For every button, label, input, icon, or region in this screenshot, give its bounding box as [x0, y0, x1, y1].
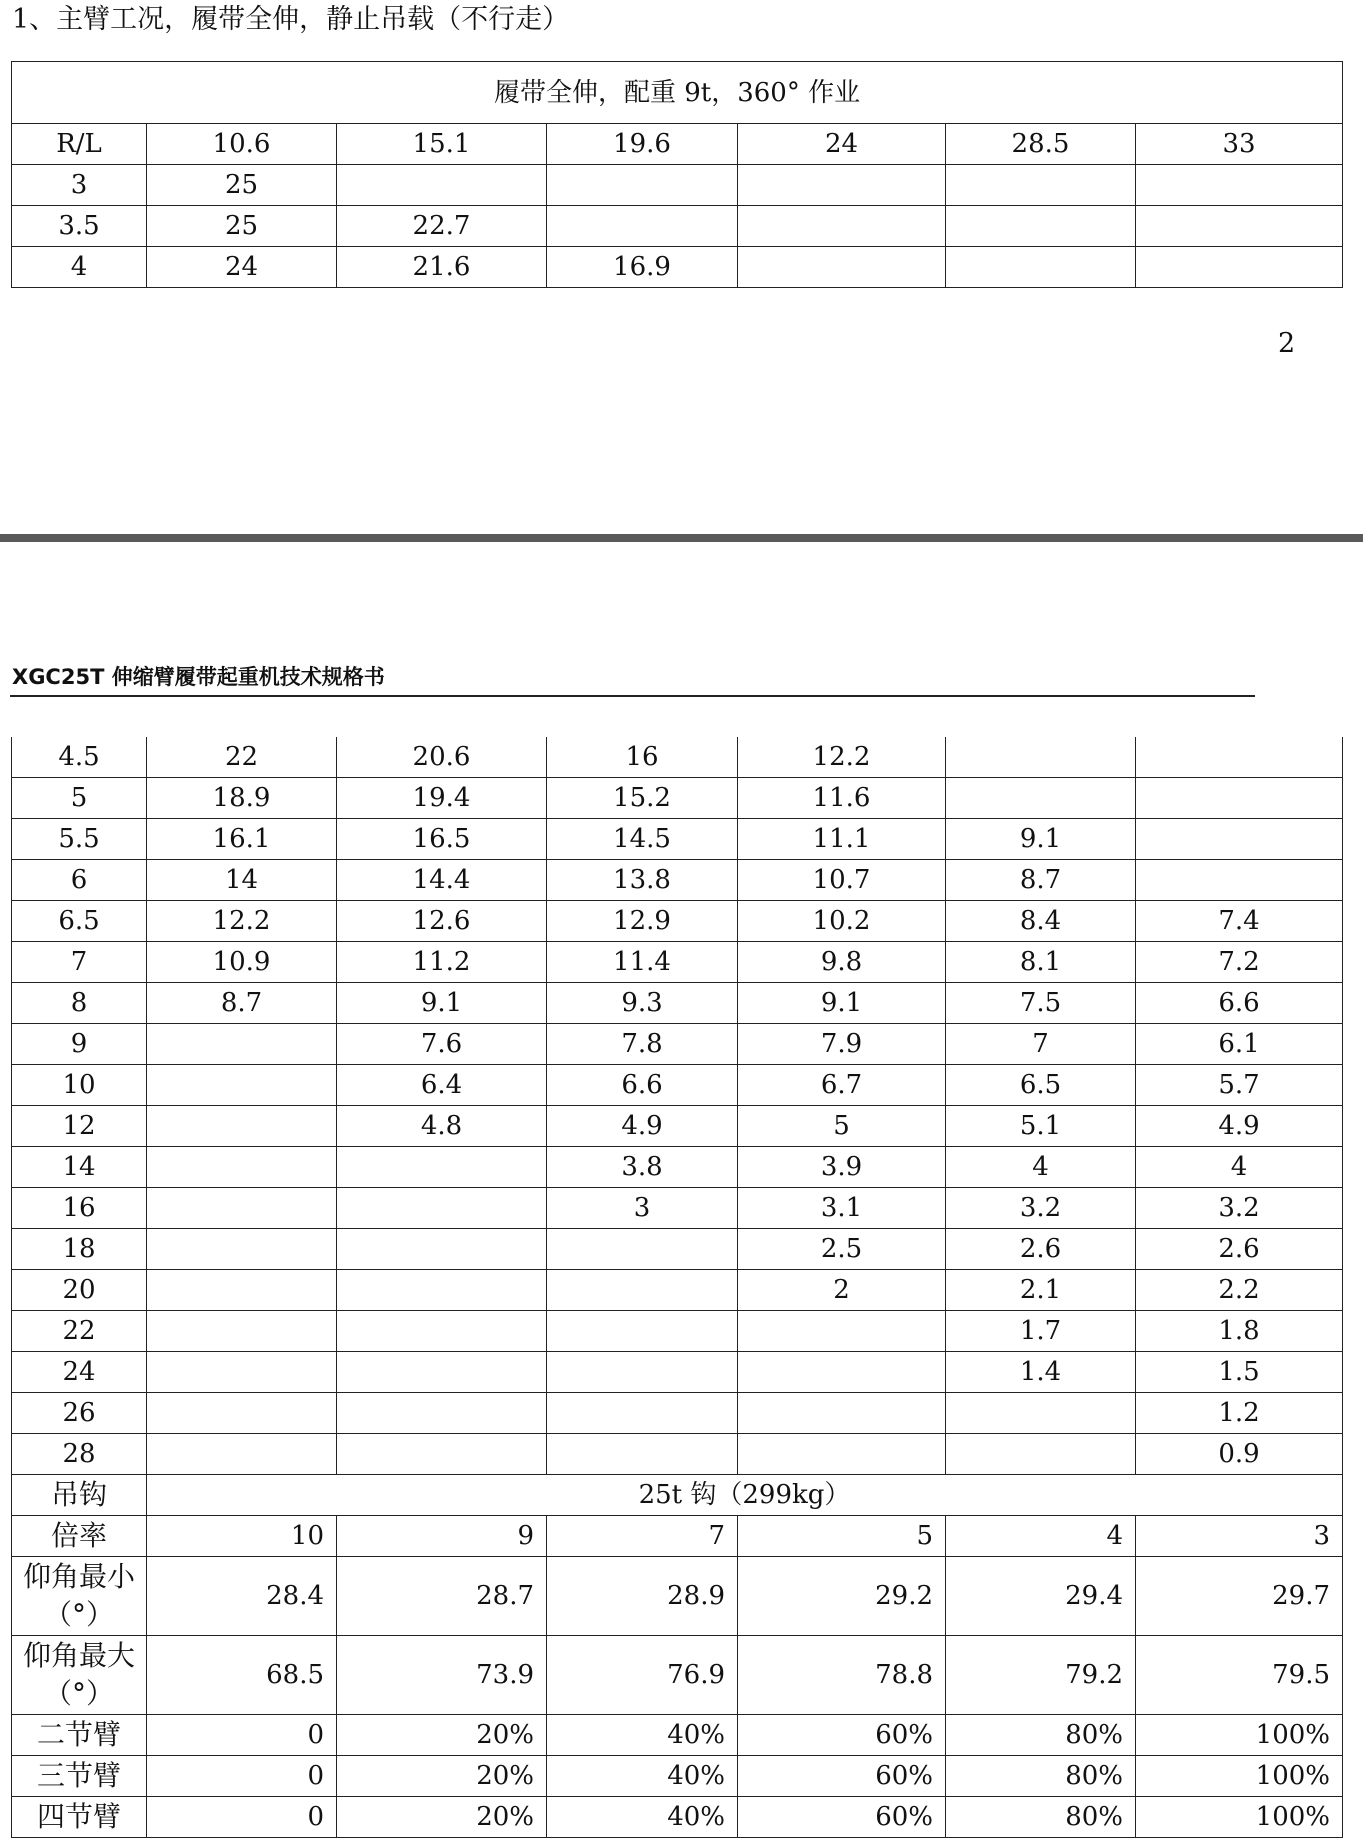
load-cell: 3.1	[738, 1188, 946, 1229]
radius-cell: 6	[12, 860, 147, 901]
angle-max-row-label: 仰角最大（°）	[12, 1636, 147, 1715]
load-cell: 7.2	[1136, 942, 1343, 983]
load-cell: 19.4	[337, 778, 547, 819]
load-cell	[1136, 247, 1343, 288]
radius-cell: 14	[12, 1147, 147, 1188]
load-chart-table-top	[11, 61, 1343, 288]
load-cell: 2.1	[946, 1270, 1136, 1311]
load-cell	[147, 1147, 337, 1188]
load-cell: 4	[946, 1147, 1136, 1188]
boom-section-value: 60%	[738, 1756, 946, 1797]
load-cell	[337, 1434, 547, 1475]
load-cell: 4	[1136, 1147, 1343, 1188]
load-cell	[738, 247, 946, 288]
reeving-row-label: 倍率	[12, 1516, 147, 1557]
table-row	[12, 1229, 1343, 1270]
boom-section-value: 40%	[547, 1756, 738, 1797]
boom-section-value: 0	[147, 1715, 337, 1756]
radius-cell: 28	[12, 1434, 147, 1475]
load-cell: 4.8	[337, 1106, 547, 1147]
load-cell	[1136, 819, 1343, 860]
load-cell	[547, 206, 738, 247]
load-cell: 21.6	[337, 247, 547, 288]
radius-cell: 5.5	[12, 819, 147, 860]
load-cell	[337, 1352, 547, 1393]
load-cell	[1136, 860, 1343, 901]
load-cell: 22.7	[337, 206, 547, 247]
load-cell: 5	[738, 1106, 946, 1147]
radius-cell: 9	[12, 1024, 147, 1065]
reeving-row-value: 9	[337, 1516, 547, 1557]
boom-section-value: 80%	[946, 1715, 1136, 1756]
load-cell	[738, 1393, 946, 1434]
table-row	[12, 737, 1343, 778]
load-cell: 2.2	[1136, 1270, 1343, 1311]
load-cell	[147, 1352, 337, 1393]
table-row	[12, 165, 1343, 206]
table-row	[12, 1024, 1343, 1065]
load-cell	[547, 1434, 738, 1475]
load-cell: 3.2	[946, 1188, 1136, 1229]
load-cell: 25	[147, 206, 337, 247]
load-cell	[738, 1311, 946, 1352]
table-row	[12, 942, 1343, 983]
load-cell: 10.9	[147, 942, 337, 983]
load-cell: 6.6	[1136, 983, 1343, 1024]
header-cell-boom-length: 19.6	[547, 124, 738, 165]
table-row	[12, 860, 1343, 901]
load-cell: 8.4	[946, 901, 1136, 942]
table-caption: 履带全伸，配重 9t，360° 作业	[12, 62, 1343, 124]
load-cell: 1.2	[1136, 1393, 1343, 1434]
load-cell: 3.2	[1136, 1188, 1343, 1229]
load-cell: 5.1	[946, 1106, 1136, 1147]
page-number: 2	[1278, 328, 1296, 359]
table-row	[12, 1434, 1343, 1475]
boom-section-value: 0	[147, 1797, 337, 1838]
reeving-row-value: 10	[147, 1516, 337, 1557]
load-cell: 7.8	[547, 1024, 738, 1065]
load-cell	[946, 165, 1136, 206]
radius-cell: 20	[12, 1270, 147, 1311]
load-cell	[738, 1434, 946, 1475]
load-cell	[147, 1024, 337, 1065]
reeving-row-value: 3	[1136, 1516, 1343, 1557]
load-cell: 11.1	[738, 819, 946, 860]
load-cell: 6.4	[337, 1065, 547, 1106]
table-row	[12, 1270, 1343, 1311]
load-cell: 8.1	[946, 942, 1136, 983]
radius-cell: 24	[12, 1352, 147, 1393]
load-cell: 1.8	[1136, 1311, 1343, 1352]
load-cell: 1.4	[946, 1352, 1136, 1393]
radius-cell: 8	[12, 983, 147, 1024]
load-cell: 9.8	[738, 942, 946, 983]
angle-max-row-value: 73.9	[337, 1636, 547, 1715]
angle-min-row-value: 28.7	[337, 1557, 547, 1636]
load-cell: 12.2	[738, 737, 946, 778]
load-cell: 8.7	[147, 983, 337, 1024]
load-cell: 22	[147, 737, 337, 778]
radius-cell: 22	[12, 1311, 147, 1352]
hook-row	[12, 1475, 1343, 1516]
load-cell: 25	[147, 165, 337, 206]
header-rule	[10, 695, 1255, 697]
load-cell	[547, 1229, 738, 1270]
boom-section-label: 三节臂	[12, 1756, 147, 1797]
angle-min-row-value: 29.2	[738, 1557, 946, 1636]
load-cell: 2.5	[738, 1229, 946, 1270]
load-cell: 11.2	[337, 942, 547, 983]
load-cell: 5.7	[1136, 1065, 1343, 1106]
load-cell: 2.6	[946, 1229, 1136, 1270]
boom-section-value: 20%	[337, 1756, 547, 1797]
load-cell: 11.4	[547, 942, 738, 983]
load-cell: 2.6	[1136, 1229, 1343, 1270]
load-chart-table-continued	[11, 737, 1343, 1838]
load-cell	[946, 737, 1136, 778]
load-cell	[147, 1065, 337, 1106]
load-cell	[337, 1188, 547, 1229]
boom-section-value: 80%	[946, 1797, 1136, 1838]
boom-section-row	[12, 1797, 1343, 1838]
table-header-row	[12, 124, 1343, 165]
radius-cell: 12	[12, 1106, 147, 1147]
table-row	[12, 901, 1343, 942]
load-cell: 3.9	[738, 1147, 946, 1188]
load-cell: 6.5	[946, 1065, 1136, 1106]
reeving-row-value: 5	[738, 1516, 946, 1557]
load-cell: 7	[946, 1024, 1136, 1065]
boom-section-label: 四节臂	[12, 1797, 147, 1838]
table-row	[12, 206, 1343, 247]
angle-max-row-value: 79.5	[1136, 1636, 1343, 1715]
table-row	[12, 1188, 1343, 1229]
radius-cell: 4.5	[12, 737, 147, 778]
table-row	[12, 247, 1343, 288]
load-cell: 9.1	[738, 983, 946, 1024]
load-cell	[547, 1393, 738, 1434]
header-cell-boom-length: 15.1	[337, 124, 547, 165]
radius-cell: 16	[12, 1188, 147, 1229]
load-cell	[738, 165, 946, 206]
load-cell: 12.2	[147, 901, 337, 942]
load-cell: 16.1	[147, 819, 337, 860]
section-title: 1、主臂工况，履带全伸，静止吊载（不行走）	[12, 4, 570, 35]
angle-max-row-value: 68.5	[147, 1636, 337, 1715]
boom-section-value: 60%	[738, 1797, 946, 1838]
load-cell	[147, 1106, 337, 1147]
load-cell: 16.9	[547, 247, 738, 288]
radius-cell: 26	[12, 1393, 147, 1434]
page-separator	[0, 534, 1363, 542]
load-cell: 1.5	[1136, 1352, 1343, 1393]
load-cell: 7.5	[946, 983, 1136, 1024]
boom-section-value: 40%	[547, 1797, 738, 1838]
load-cell: 8.7	[946, 860, 1136, 901]
angle-min-row-value: 29.4	[946, 1557, 1136, 1636]
load-cell: 16.5	[337, 819, 547, 860]
load-cell: 10.7	[738, 860, 946, 901]
load-cell	[946, 247, 1136, 288]
radius-cell: 3	[12, 165, 147, 206]
boom-section-value: 100%	[1136, 1797, 1343, 1838]
table-caption-row	[12, 62, 1343, 124]
load-cell	[337, 1147, 547, 1188]
load-cell: 10.2	[738, 901, 946, 942]
boom-section-value: 100%	[1136, 1715, 1343, 1756]
load-cell: 9.1	[946, 819, 1136, 860]
load-cell: 14.4	[337, 860, 547, 901]
load-cell: 9.3	[547, 983, 738, 1024]
load-chart-table-top-body	[12, 62, 1343, 288]
load-cell	[147, 1311, 337, 1352]
radius-cell: 3.5	[12, 206, 147, 247]
load-cell	[147, 1188, 337, 1229]
reeving-row-value: 7	[547, 1516, 738, 1557]
table-row	[12, 1352, 1343, 1393]
reeving-row	[12, 1516, 1343, 1557]
load-cell	[946, 1434, 1136, 1475]
angle-max-row-value: 79.2	[946, 1636, 1136, 1715]
header-cell-boom-length: 24	[738, 124, 946, 165]
load-cell	[147, 1229, 337, 1270]
load-cell	[337, 1229, 547, 1270]
table-row	[12, 1311, 1343, 1352]
load-cell	[1136, 737, 1343, 778]
load-cell: 9.1	[337, 983, 547, 1024]
load-cell	[547, 1352, 738, 1393]
load-cell	[738, 206, 946, 247]
header-cell-boom-length: 28.5	[946, 124, 1136, 165]
load-cell: 16	[547, 737, 738, 778]
load-cell: 11.6	[738, 778, 946, 819]
load-cell: 7.6	[337, 1024, 547, 1065]
load-cell: 3.8	[547, 1147, 738, 1188]
load-cell: 7.4	[1136, 901, 1343, 942]
load-cell	[337, 1311, 547, 1352]
load-cell: 4.9	[547, 1106, 738, 1147]
load-cell: 1.7	[946, 1311, 1136, 1352]
load-cell: 18.9	[147, 778, 337, 819]
boom-section-label: 二节臂	[12, 1715, 147, 1756]
table-row	[12, 1106, 1343, 1147]
load-cell: 12.6	[337, 901, 547, 942]
table-row	[12, 983, 1343, 1024]
running-header: XGC25T 伸缩臂履带起重机技术规格书	[12, 665, 385, 689]
boom-section-row	[12, 1715, 1343, 1756]
load-cell: 0.9	[1136, 1434, 1343, 1475]
load-cell	[337, 1393, 547, 1434]
angle-max-row	[12, 1636, 1343, 1715]
load-cell	[1136, 206, 1343, 247]
boom-section-value: 100%	[1136, 1756, 1343, 1797]
radius-cell: 18	[12, 1229, 147, 1270]
header-cell-boom-length: 10.6	[147, 124, 337, 165]
radius-cell: 7	[12, 942, 147, 983]
table-row	[12, 1393, 1343, 1434]
load-cell: 6.6	[547, 1065, 738, 1106]
angle-max-row-value: 78.8	[738, 1636, 946, 1715]
boom-section-value: 20%	[337, 1715, 547, 1756]
load-cell	[547, 1311, 738, 1352]
load-cell: 4.9	[1136, 1106, 1343, 1147]
radius-cell: 4	[12, 247, 147, 288]
table-row	[12, 1065, 1343, 1106]
load-cell	[946, 1393, 1136, 1434]
header-cell-boom-length: 33	[1136, 124, 1343, 165]
load-cell	[147, 1434, 337, 1475]
load-cell: 13.8	[547, 860, 738, 901]
load-cell: 14	[147, 860, 337, 901]
load-cell: 20.6	[337, 737, 547, 778]
angle-min-row	[12, 1557, 1343, 1636]
load-cell	[337, 1270, 547, 1311]
load-cell	[147, 1393, 337, 1434]
load-cell: 7.9	[738, 1024, 946, 1065]
load-cell	[946, 206, 1136, 247]
load-cell: 3	[547, 1188, 738, 1229]
angle-min-row-value: 28.4	[147, 1557, 337, 1636]
hook-value: 25t 钩（299kg）	[147, 1475, 1343, 1516]
table-row	[12, 778, 1343, 819]
angle-min-row-value: 28.9	[547, 1557, 738, 1636]
boom-section-value: 60%	[738, 1715, 946, 1756]
reeving-row-value: 4	[946, 1516, 1136, 1557]
table-row	[12, 1147, 1343, 1188]
load-cell: 14.5	[547, 819, 738, 860]
load-cell: 6.7	[738, 1065, 946, 1106]
load-cell	[147, 1270, 337, 1311]
load-cell	[337, 165, 547, 206]
load-cell: 2	[738, 1270, 946, 1311]
angle-max-row-value: 76.9	[547, 1636, 738, 1715]
load-cell: 15.2	[547, 778, 738, 819]
boom-section-value: 80%	[946, 1756, 1136, 1797]
angle-min-row-value: 29.7	[1136, 1557, 1343, 1636]
radius-cell: 5	[12, 778, 147, 819]
load-cell	[547, 165, 738, 206]
load-chart-table-continued-body	[12, 737, 1343, 1838]
radius-cell: 6.5	[12, 901, 147, 942]
boom-section-value: 40%	[547, 1715, 738, 1756]
load-cell	[1136, 778, 1343, 819]
header-cell-rl: R/L	[12, 124, 147, 165]
load-cell	[738, 1352, 946, 1393]
load-cell	[547, 1270, 738, 1311]
boom-section-value: 0	[147, 1756, 337, 1797]
angle-min-row-label: 仰角最小（°）	[12, 1557, 147, 1636]
load-cell: 24	[147, 247, 337, 288]
load-cell: 6.1	[1136, 1024, 1343, 1065]
load-cell: 12.9	[547, 901, 738, 942]
boom-section-row	[12, 1756, 1343, 1797]
load-cell	[1136, 165, 1343, 206]
boom-section-value: 20%	[337, 1797, 547, 1838]
radius-cell: 10	[12, 1065, 147, 1106]
hook-label: 吊钩	[12, 1475, 147, 1516]
load-cell	[946, 778, 1136, 819]
table-row	[12, 819, 1343, 860]
